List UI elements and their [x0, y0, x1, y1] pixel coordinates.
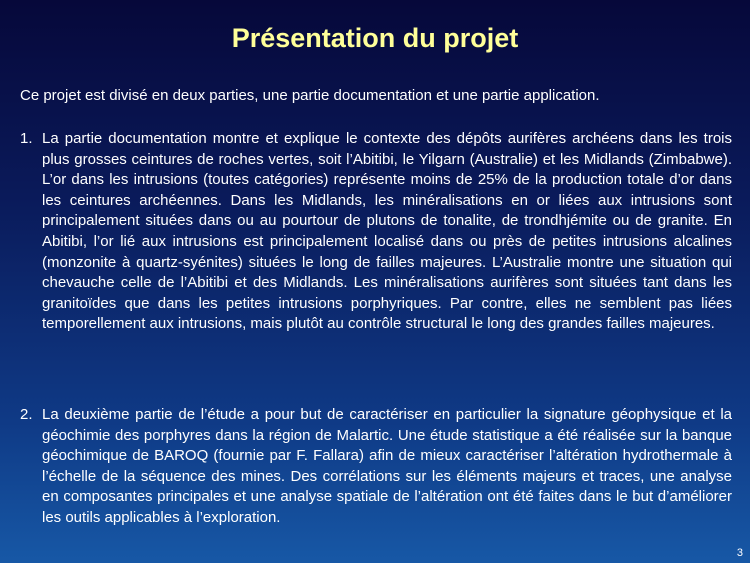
- slide-title: Présentation du projet: [231, 23, 519, 53]
- list-item: [20, 405, 732, 529]
- list-item-number: 2.: [20, 406, 33, 423]
- intro-paragraph: Ce projet est divisé en deux parties, une partie documentation et une partie application.: [20, 87, 600, 104]
- page-number: 3: [736, 547, 743, 559]
- list-item-number: 1.: [20, 130, 33, 147]
- list-item-text: La deuxième partie de l’étude a pour but de caractériser en particulier la signature géophysique et la géochimie des porphyres dans la région de Malartic. Une étude statistique a été réalisée sur la banque géochimique de BAROQ (fournie par F. Fallara) afin de mieux caractériser l’altération hydrothermale à l’échelle de la séquence des mines. Des corrélations sur les éléments majeurs et traces, une analyse en composantes principales et une analyse spatiale de l’altération ont été faites dans le but d’améliorer les outils applicables à l’exploration.: [42, 406, 732, 526]
- list-item-text: La partie documentation montre et explique le contexte des dépôts aurifères archéens dans les trois plus grosses ceintures de roches vertes, soit l’Abitibi, le Yilgarn (Australie) et les Midlands (Zimbabwe). L’or dans les intrusions (toutes catégories) représente moins de 25% de la production totale d’or dans les ceintures archéennes. Dans les Midlands, les minéralisations en or liées aux intrusions sont principalement situées dans ou au pourtour de plutons de tonalite, de trondhjémite ou de granite. En Abitibi, l’or lié aux intrusions est principalement localisé dans ou près de petites intrusions alcalines (monzonite à quartz-syénites) situées le long de failles majeures. L’Australie montre une situation qui chevauche celle de l’Abitibi et des Midlands. Les minéralisations aurifères sont situées tant dans les granitoïdes que dans les petites intrusions porphyriques. Par contre, elles ne semblent pas liées temporellement aux intrusions, mais plutôt au contrôle structural le long des grandes failles majeures.: [42, 130, 732, 333]
- list-item: [20, 129, 732, 335]
